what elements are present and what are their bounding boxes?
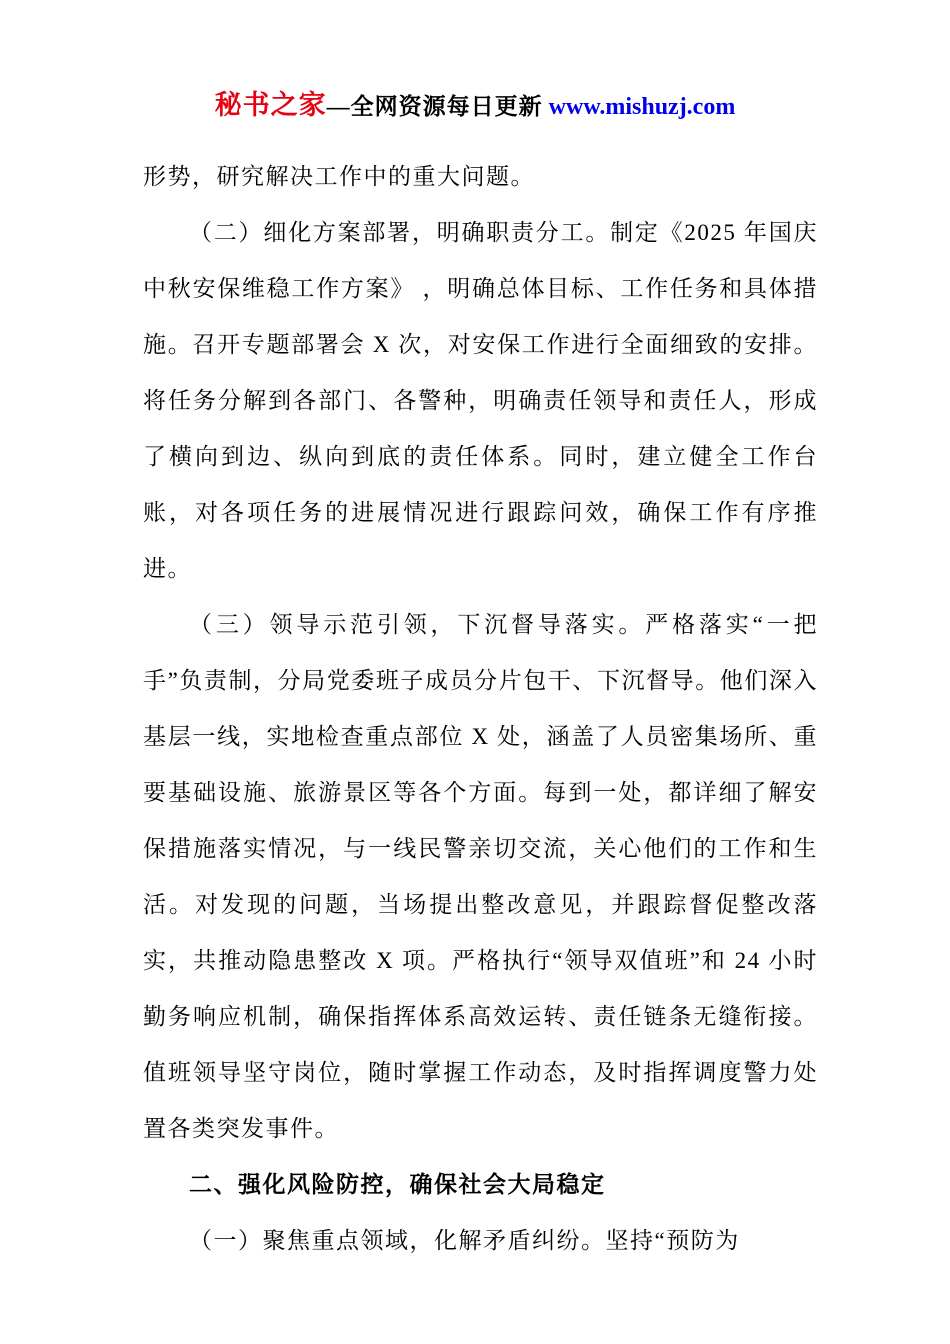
body-paragraph-section-2: （二）细化方案部署，明确职责分工。制定《2025 年国庆中秋安保维稳工作方案》 ，明确总体目标、工作任务和具体措施。召开专题部署会 X 次，对安保工作进行全面细致的安排。将任务分解到各部门、各警种，明确责任领导和责任人，形成了横向到边、纵向到底的责任体系。同时，建立健全工作台账，对各项任务的进展情况进行跟踪问效，确保工作有序推进。 <box>143 220 818 581</box>
document-body <box>143 149 818 1269</box>
section-heading-2: 二、强化风险防控，确保社会大局稳定 <box>189 1172 606 1197</box>
body-paragraph-continuation: 形势，研究解决工作中的重大问题。 <box>143 164 535 189</box>
site-tagline: —全网资源每日更新 <box>326 94 543 119</box>
body-paragraph-section-2-1: （一）聚焦重点领域，化解矛盾纠纷。坚持“预防为 <box>189 1228 740 1253</box>
site-url-link[interactable]: www.mishuzj.com <box>548 94 736 120</box>
page-header <box>0 88 950 127</box>
site-brand: 秘书之家 <box>214 90 327 120</box>
body-paragraph-section-3: （三）领导示范引领，下沉督导落实。严格落实“一把手”负责制，分局党委班子成员分片包干、下沉督导。他们深入基层一线，实地检查重点部位 X 处，涵盖了人员密集场所、重要基础设施、旅游景区等各个方面。每到一处，都详细了解安保措施落实情况，与一线民警亲切交流，关心他们的工作和生活。对发现的问题，当场提出整改意见，并跟踪督促整改落实，共推动隐患整改 X 项。严格执行“领导双值班”和 24 小时勤务响应机制，确保指挥体系高效运转、责任链条无缝衔接。值班领导坚守岗位，随时掌握工作动态，及时指挥调度警力处置各类突发事件。 <box>143 612 818 1141</box>
